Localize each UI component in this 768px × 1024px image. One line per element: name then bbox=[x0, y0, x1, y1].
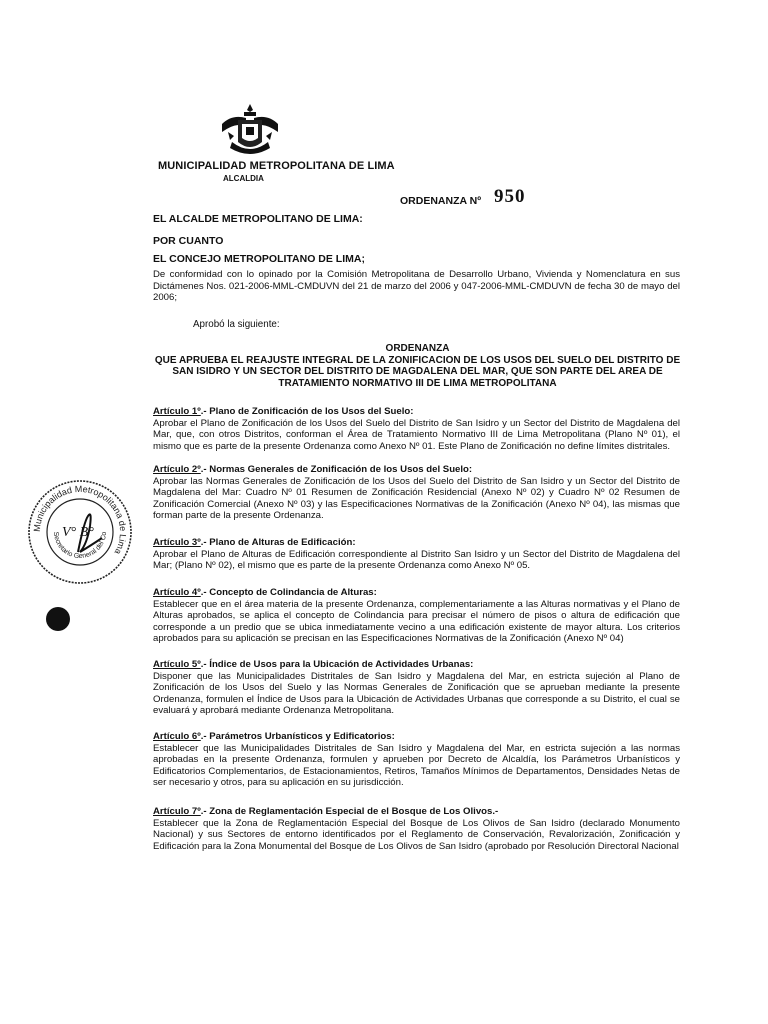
article-text: Aprobar las Normas Generales de Zonificación de los Usos del Suelo del Distrito de San Isidro y un Sector del Distrito de Magdalena del Mar: Cuadro Nº 01 Resumen de Zonificación Residencial (Anexo Nº 02) y Cuadro Nº 02 Resumen de Zonificación Comercial (Anexo Nº 03) y las Especificaciones Normativas de la Zonificación (Anexo Nº 04), las mismas que forman parte de la presente Ordenanza. bbox=[153, 475, 680, 522]
article-text: Aprobar el Plano de Alturas de Edificación correspondiente al Distrito San Isidro y un Sector del Distrito de Magdalena del Mar; (Plano Nº 02), el mismo que es parte de la presente Ordenanza como Anexo Nº 05. bbox=[153, 548, 680, 572]
article-number: Artículo 7º bbox=[153, 806, 201, 817]
article-text: Aprobar el Plano de Zonificación de los Usos del Suelo del Distrito de San Isidro y un Sector del Distrito de Magdalena del Mar, que, con otros Distritos, conforman el Área de Tratamiento Normativo III de Lima Metropolitana (Plano Nº 01), el mismo que es parte de la presente Ordenanza como Anexo Nº 01. Este Plano de Zonificación no define límites distritales. bbox=[153, 417, 680, 452]
article-number: Artículo 1º bbox=[153, 406, 201, 417]
article-number: Artículo 5º bbox=[153, 659, 201, 670]
article-title: .- Normas Generales de Zonificación de los Usos del Suelo: bbox=[200, 464, 473, 475]
ordinance-title: QUE APRUEBA EL REAJUSTE INTEGRAL DE LA ZONIFICACION DE LOS USOS DEL SUELO DEL DISTRITO DE SAN ISIDRO Y UN SECTOR DEL DISTRITO DE MAGDALENA DEL MAR, QUE SON PARTE DEL AREA DE TRATAMIENTO NORMATIVO III DE LIMA METROPOLITANA bbox=[154, 354, 681, 389]
coat-of-arms-icon bbox=[218, 102, 282, 160]
stamp-outer-text: Municipalidad Metropolitana de Lima bbox=[31, 483, 129, 557]
article-title: .- Plano de Zonificación de los Usos del Suelo: bbox=[200, 406, 414, 417]
article-title: .- Parámetros Urbanísticos y Edificatorios: bbox=[200, 731, 395, 742]
ordinance-title-block bbox=[150, 343, 685, 389]
article-title: .- Plano de Alturas de Edificación: bbox=[200, 537, 356, 548]
office-name: ALCALDIA bbox=[223, 174, 264, 183]
article-text: Establecer que la Zona de Reglamentación Especial del Bosque de Los Olivos de San Isidro (declarado Monumento Nacional) y sus Sectores de entorno identificados por el Reglamento de Conservación, Revalorización, Zonificación y Edificación para la Zona Monumental del Bosque de Los Olivos de San Isidro (aprobado por Resolución Directoral Nacional bbox=[153, 817, 680, 852]
article-4 bbox=[153, 587, 680, 645]
article-6 bbox=[153, 731, 680, 789]
article-text: Establecer que las Municipalidades Distritales de San Isidro y Magdalena del Mar, en estricta sujeción a las normas aprobadas en la presente Ordenanza, formulen y aprueben por Decreto de Alcaldía, los Parámetros Urbanísticos y Edificatorios Complementarios, de Estacionamientos, Retiros, Tamaños Mínimos de Departamentos, Densidades Netas de ser necesario y otros, para su aplicación en su jurisdicción. bbox=[153, 742, 680, 789]
ink-blot bbox=[46, 607, 70, 631]
article-number: Artículo 6º bbox=[153, 731, 201, 742]
preamble-line-2: POR CUANTO bbox=[153, 235, 224, 247]
stamp-mark: V° B° bbox=[62, 525, 94, 540]
ordinance-number: 950 bbox=[494, 186, 526, 207]
ordinance-label: ORDENANZA Nº bbox=[400, 195, 482, 207]
article-number: Artículo 4º bbox=[153, 587, 201, 598]
preamble-paragraph: De conformidad con lo opinado por la Comisión Metropolitana de Desarrollo Urbano, Vivienda y Nomenclatura en sus Dictámenes Nos. 021-2006-MML-CMDUVN del 21 de marzo del 2006 y 047-2006-MML-CMDUVN de fecha 30 de mayo del 2006; bbox=[153, 269, 680, 304]
article-3 bbox=[153, 537, 680, 572]
preamble-line-1: EL ALCALDE METROPOLITANO DE LIMA: bbox=[153, 213, 363, 225]
article-number: Artículo 3º bbox=[153, 537, 201, 548]
article-text: Disponer que las Municipalidades Distritales de San Isidro y Magdalena del Mar, en estricta sujeción al Plano de Zonificación de los Usos del Suelo y las Normas Generales de Zonificación que se aprueban mediante la presente Ordenanza, formulen el Índice de Usos para la Ubicación de Actividades Urbanas que corresponde a su Distrito, el cual se evaluará y aprobará mediante Ordenanza Metropolitana. bbox=[153, 670, 680, 717]
institution-name: MUNICIPALIDAD METROPOLITANA DE LIMA bbox=[158, 160, 395, 172]
stamp-inner-text: Secretario General del Co bbox=[51, 531, 109, 561]
article-5 bbox=[153, 659, 680, 717]
official-seal-stamp bbox=[26, 478, 134, 586]
ordinance-heading: ORDENANZA bbox=[385, 343, 450, 354]
preamble-line-3: EL CONCEJO METROPOLITANO DE LIMA; bbox=[153, 253, 365, 265]
article-1 bbox=[153, 406, 680, 452]
article-text: Establecer que en el área materia de la presente Ordenanza, complementariamente a las Alturas normativas y el Plano de Alturas aprobados, se aplica el concepto de Colindancia para precisar el número de pisos o altura de edificación que corresponde a un predio que se ubica inmediatamente vecino a una edificación existente de mayor altura. Los criterios aprobados para su aplicación se precisan en las Especificaciones Normativas de la Zonificación (Anexo Nº 04) bbox=[153, 598, 680, 645]
article-title: .- Concepto de Colindancia de Alturas: bbox=[200, 587, 377, 598]
article-number: Artículo 2º bbox=[153, 464, 201, 475]
article-7 bbox=[153, 806, 680, 852]
approval-line: Aprobó la siguiente: bbox=[193, 319, 280, 330]
article-2 bbox=[153, 464, 680, 522]
article-title: .- Zona de Reglamentación Especial de el Bosque de Los Olivos.- bbox=[200, 806, 499, 817]
article-title: .- Índice de Usos para la Ubicación de Actividades Urbanas: bbox=[200, 659, 474, 670]
